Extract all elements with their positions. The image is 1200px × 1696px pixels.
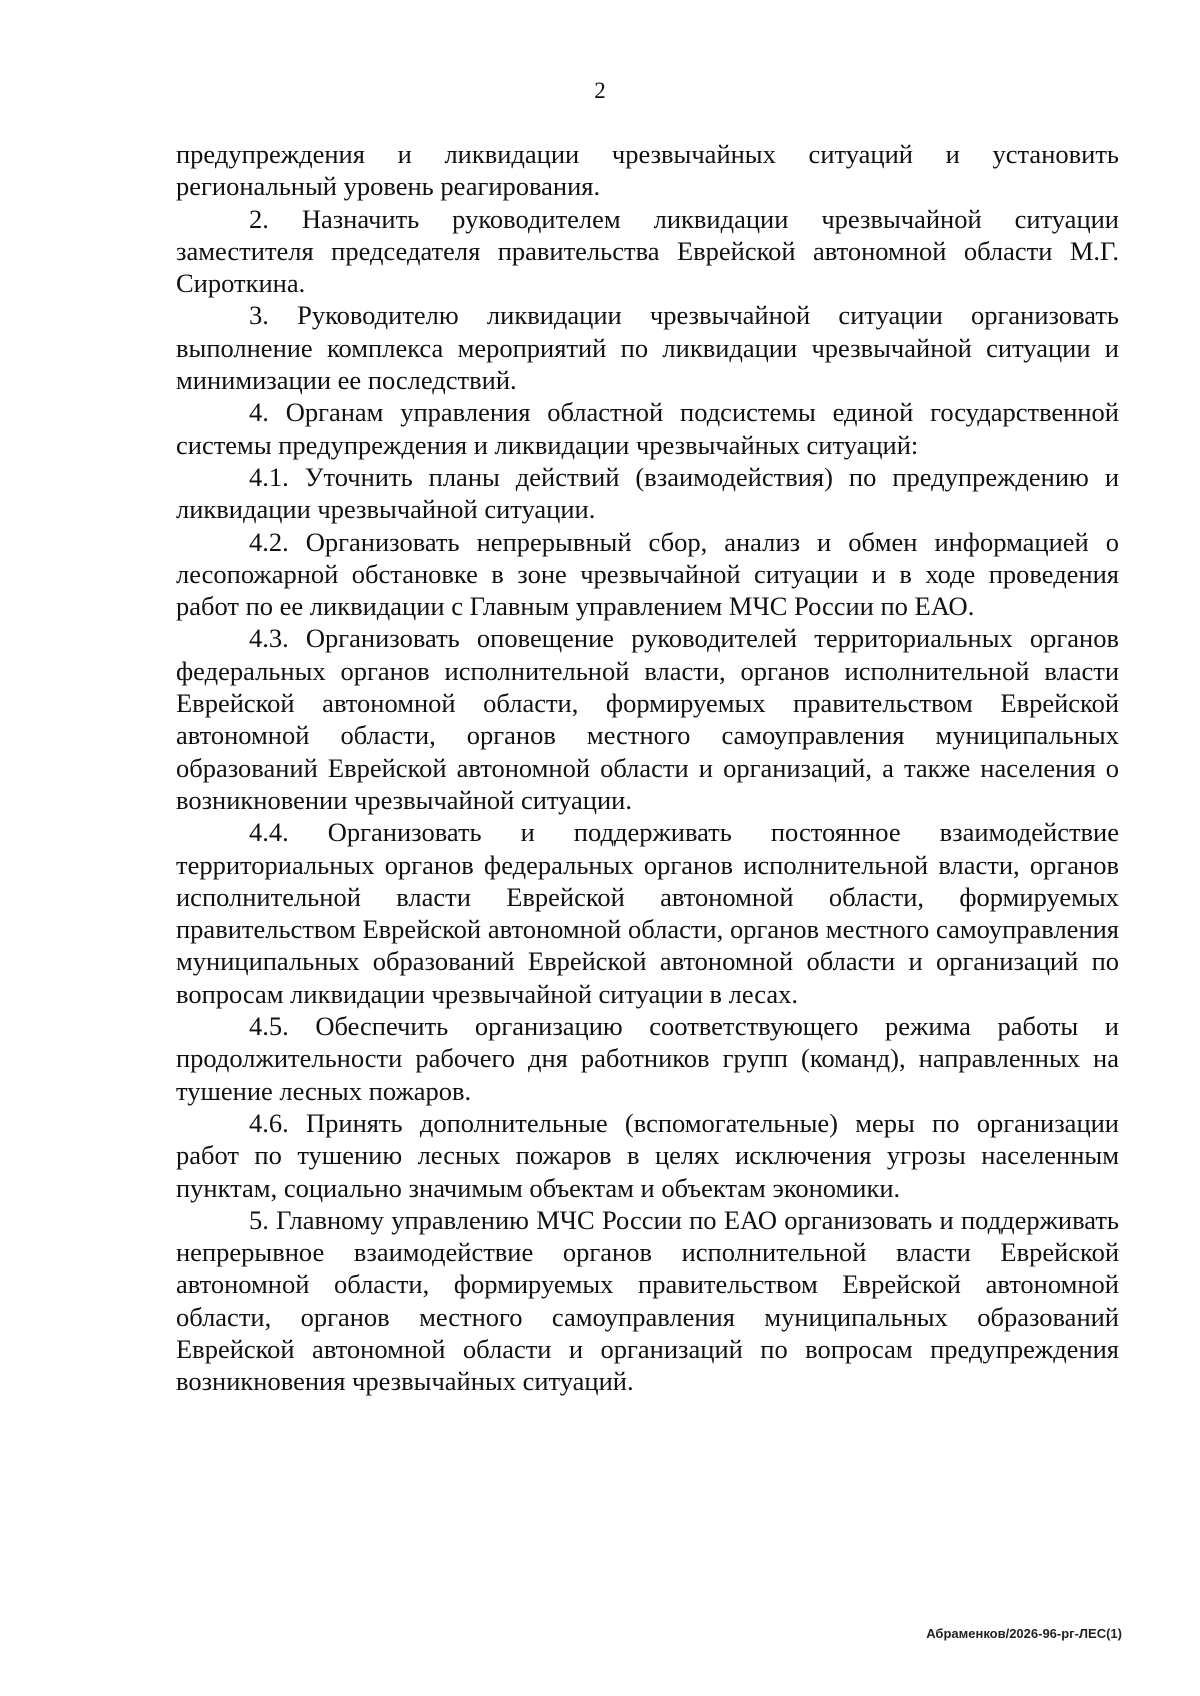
paragraph-item-3: 3. Руководителю ликвидации чрезвычайной ситуации организовать выполнение комплекса мероприятий по ликвидации чрезвычайной ситуации и минимизации ее последствий.: [176, 300, 1119, 396]
paragraph-item-4-1: 4.1. Уточнить планы действий (взаимодействия) по предупреждению и ликвидации чрезвычайной ситуации.: [176, 461, 1119, 525]
footer-document-code: Абраменков/2026-96-рг-ЛЕС(1): [926, 1626, 1122, 1641]
paragraph-item-2: 2. Назначить руководителем ликвидации чрезвычайной ситуации заместителя председателя правительства Еврейской автономной области М.Г. Сироткина.: [176, 203, 1119, 299]
paragraph-item-4-2: 4.2. Организовать непрерывный сбор, анализ и обмен информацией о лесопожарной обстановке в зоне чрезвычайной ситуации и в ходе проведения работ по ее ликвидации с Главным управлением МЧС России по ЕАО.: [176, 526, 1119, 622]
document-body: [176, 138, 1119, 1398]
page-number: 2: [594, 78, 606, 103]
paragraph-item-4-4: 4.4. Организовать и поддерживать постоянное взаимодействие территориальных органов федеральных органов исполнительной власти, органов исполнительной власти Еврейской автономной области, формируемых правительством Еврейской автономной области, органов местного самоуправления муниципальных образований Еврейской автономной области и организаций по вопросам ликвидации чрезвычайной ситуации в лесах.: [176, 817, 1119, 1009]
paragraph-item-5: 5. Главному управлению МЧС России по ЕАО организовать и поддерживать непрерывное взаимодействие органов исполнительной власти Еврейской автономной области, формируемых правительством Еврейской автономной области, органов местного самоуправления муниципальных образований Еврейской автономной области и организаций по вопросам предупреждения возникновения чрезвычайных ситуаций.: [176, 1204, 1119, 1397]
paragraph-item-4-3: 4.3. Организовать оповещение руководителей территориальных органов федеральных органов исполнительной власти, органов исполнительной власти Еврейской автономной области, формируемых правительством Еврейской автономной области, органов местного самоуправления муниципальных образований Еврейской автономной области и организаций, а также населения о возникновении чрезвычайной ситуации.: [176, 623, 1119, 815]
paragraph-item-4-5: 4.5. Обеспечить организацию соответствующего режима работы и продолжительности рабочего дня работников групп (команд), направленных на тушение лесных пожаров.: [176, 1011, 1119, 1106]
paragraph-item-4-6: 4.6. Принять дополнительные (вспомогательные) меры по организации работ по тушению лесных пожаров в целях исключения угрозы населенным пунктам, социально значимым объектам и объектам экономики.: [176, 1107, 1119, 1203]
paragraph-continuation: предупреждения и ликвидации чрезвычайных ситуаций и установить региональный уровень реагирования.: [176, 139, 1119, 202]
paragraph-item-4: 4. Органам управления областной подсистемы единой государственной системы предупреждения и ликвидации чрезвычайных ситуаций:: [176, 397, 1119, 460]
